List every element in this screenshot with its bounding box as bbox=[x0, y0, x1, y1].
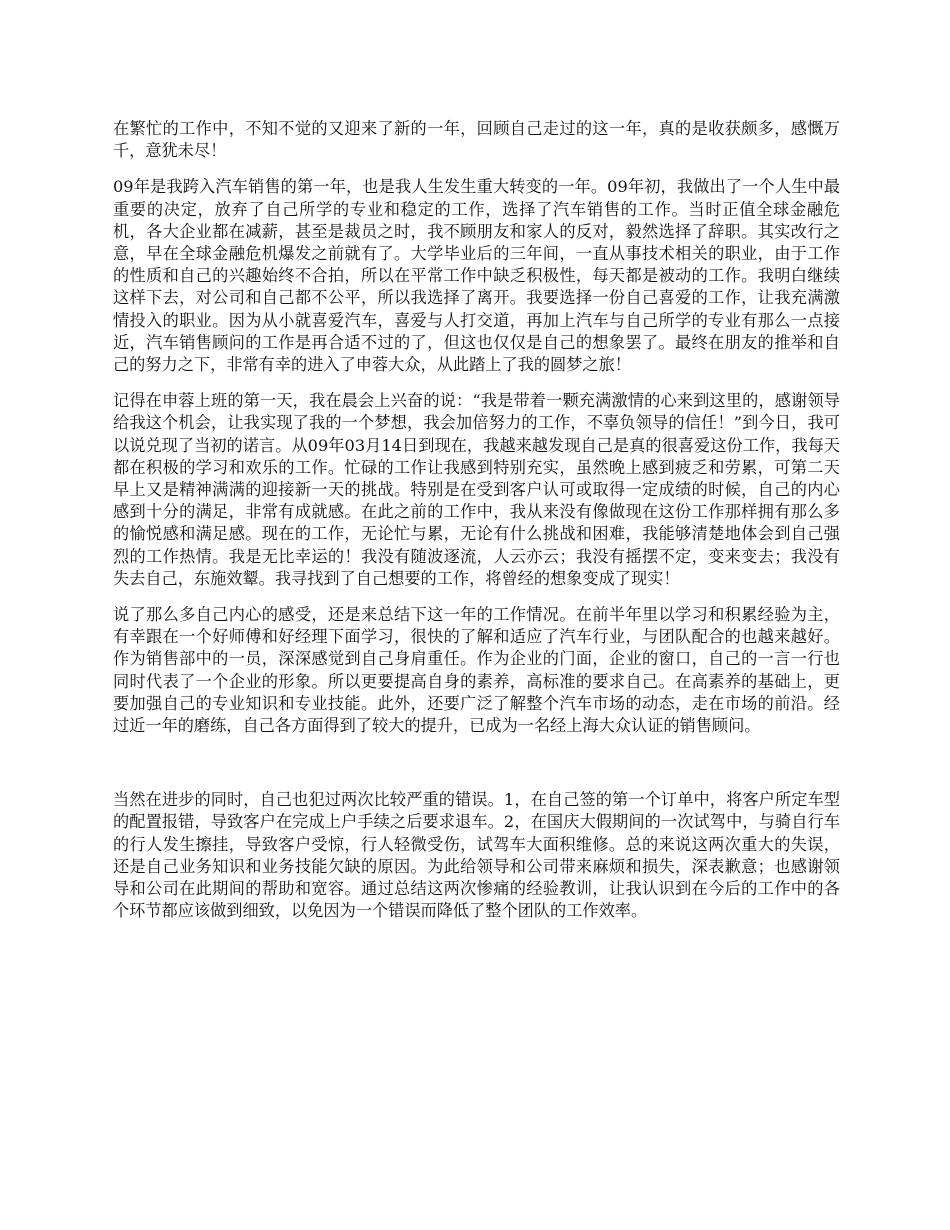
paragraph-mistakes: 当然在进步的同时，自己也犯过两次比较严重的错误。1，在自己签的第一个订单中，将客户所定车型的配置报错，导致客户在完成上户手续之后要求退车。2，在国庆大假期间的一次试驾中，与骑自行车的行人发生擦挂，导致客户受惊，行人轻微受伤，试驾车大面积维修。总的来说这两次重大的失误，还是自己业务知识和业务技能欠缺的原因。为此给领导和公司带来麻烦和损失，深表歉意；也感谢领导和公司在此期间的帮助和宽容。通过总结这两次惨痛的经验教训，让我认识到在今后的工作中的各个环节都应该做到细致，以免因为一个错误而降低了整个团队的工作效率。 bbox=[113, 790, 840, 921]
paragraph-work-summary: 说了那么多自己内心的感受，还是来总结下这一年的工作情况。在前半年里以学习和积累经验为主，有幸跟在一个好师傅和好经理下面学习，很快的了解和适应了汽车行业，与团队配合的也越来越好。作为销售部中的一员，深深感觉到自己身肩重任。作为企业的门面，企业的窗口，自己的一言一行也同时代表了一个企业的形象。所以更要提高自身的素养，高标准的要求自己。在高素养的基础上，更要加强自己的专业知识和专业技能。此外，还要广泛了解整个汽车市场的动态，走在市场的前沿。经过近一年的磨练，自己各方面得到了较大的提升，已成为一名经上海大众认证的销售顾问。 bbox=[113, 605, 840, 736]
paragraph-career-change: 09年是我跨入汽车销售的第一年，也是我人生发生重大转变的一年。09年初，我做出了一个人生中最重要的决定，放弃了自己所学的专业和稳定的工作，选择了汽车销售的工作。当时正值全球金融危机，各大企业都在减薪，甚至是裁员之时，我不顾朋友和家人的反对，毅然选择了辞职。其实改行之意，早在全球金融危机爆发之前就有了。大学毕业后的三年间，一直从事技术相关的职业，由于工作的性质和自己的兴趣始终不合拍，所以在平常工作中缺乏积极性，每天都是被动的工作。我明白继续这样下去，对公司和自己都不公平，所以我选择了离开。我要选择一份自己喜爱的工作，让我充满激情投入的职业。因为从小就喜爱汽车，喜爱与人打交道，再加上汽车与自己所学的专业有那么一点接近，汽车销售顾问的工作是再合适不过的了，但这也仅仅是自己的想象罢了。最终在朋友的推举和自己的努力之下，非常有幸的进入了申蓉大众，从此踏上了我的圆梦之旅！ bbox=[113, 177, 840, 375]
paragraph-intro: 在繁忙的工作中，不知不觉的又迎来了新的一年，回顾自己走过的这一年，真的是收获颇多，感慨万千，意犹未尽！ bbox=[113, 119, 840, 161]
document-body bbox=[113, 118, 840, 937]
paragraph-first-day: 记得在申蓉上班的第一天，我在晨会上兴奋的说：“我是带着一颗充满激情的心来到这里的，感谢领导给我这个机会，让我实现了我的一个梦想，我会加倍努力的工作，不辜负领导的信任！”到今日，我可以说兑现了当初的诺言。从09年03月14日到现在，我越来越发现自己是真的很喜爱这份工作，我每天都在积极的学习和欢乐的工作。忙碌的工作让我感到特别充实，虽然晚上感到疲乏和劳累，可第二天早上又是精神满满的迎接新一天的挑战。特别是在受到客户认可或取得一定成绩的时候，自己的内心感到十分的满足，非常有成就感。在此之前的工作中，我从来没有像做现在这份工作那样拥有那么多的愉悦感和满足感。现在的工作，无论忙与累，无论有什么挑战和困难，我能够清楚地体会到自己强烈的工作热情。我是无比幸运的！我没有随波逐流，人云亦云；我没有摇摆不定，变来变去；我没有失去自己，东施效颦。我寻找到了自己想要的工作，将曾经的想象变成了现实！ bbox=[113, 391, 840, 588]
